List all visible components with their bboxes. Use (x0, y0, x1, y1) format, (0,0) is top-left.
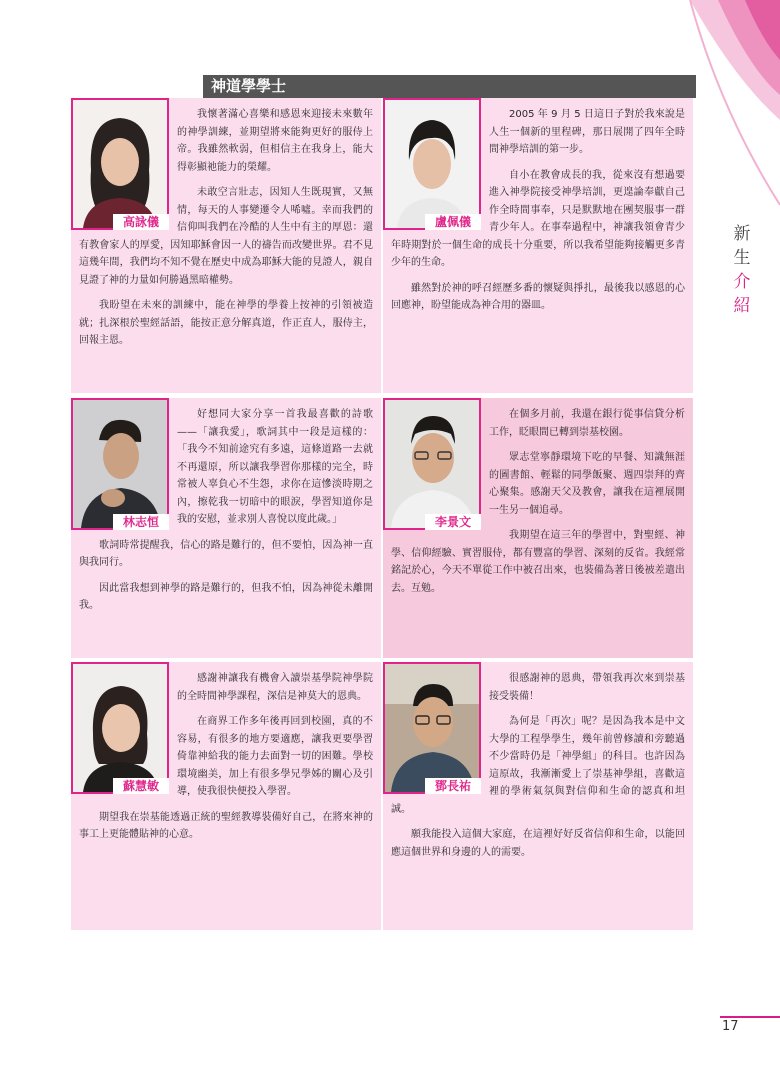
profile-paragraph: 因此當我想到神學的路是難行的，但我不怕，因為神從未離開我。 (79, 582, 373, 611)
profile-photo (71, 662, 169, 794)
profile-paragraph: 雖然對於神的呼召經歷多番的懷疑與掙扎，最後我以感恩的心回應神，盼望能成為神合用的器皿。 (391, 282, 685, 311)
side-title-char: 紹 (733, 296, 751, 316)
profile-paragraph: 感謝神讓我有機會入讀崇基學院神學院的全時間神學課程，深信是神莫大的恩典。 (177, 673, 373, 702)
profile-paragraph: 歌詞時常提醒我，信心的路是難行的，但不要怕，因為神一直與我同行。 (79, 539, 373, 568)
profile-photo (383, 98, 481, 230)
profile-name: 盧佩儀 (425, 214, 481, 230)
profile-photo (71, 98, 169, 230)
profile-paragraph: 很感謝神的恩典，帶領我再次來到崇基接受裝備！ (489, 673, 685, 702)
portrait-placeholder (385, 100, 479, 228)
portrait-placeholder (73, 400, 167, 528)
profile-name: 高詠儀 (113, 214, 169, 230)
portrait-placeholder (73, 664, 167, 792)
portrait-placeholder (385, 400, 479, 528)
section-banner (203, 75, 696, 98)
profile-paragraph: 未敢空言壯志，因知人生既現實，又無情，每天的人事變遷令人唏噓。幸而我們的信仰叫我們在冷酷的人生中有主的厚恩：還有教會家人的厚愛，因知耶穌會因一人的禱告而改變世界。君不見這幾年間，我們均不知不覺在歷史中成為耶穌大能的見證人，親自見證了神的力量如何勝過黑暗權勢。 (79, 187, 373, 286)
page-number: 17 (722, 1019, 739, 1034)
profile-card (383, 98, 693, 393)
profile-paragraph: 2005 年 9 月 5 日這日子對於我來說是人生一個新的里程碑，那日展開了四年全時間神學培訓的第一步。 (489, 109, 685, 155)
profile-paragraph: 自小在教會成長的我，從來沒有想過要進入神學院接受神學培訓，更遑論奉獻自己作全時間事奉，只是默默地在團契服事一群青少年人。在事奉過程中，神讓我領會青少年時期對於一個生命的成長十分重要，所以我希望能夠接觸更多青少年的生命。 (391, 169, 685, 268)
profile-photo (383, 662, 481, 794)
profile-card (383, 662, 693, 930)
profile-card (71, 662, 381, 930)
profile-name: 鄧長祐 (425, 778, 481, 794)
portrait-placeholder (73, 100, 167, 228)
profile-paragraph: 眾志堂寧靜環境下吃的早餐、知識無涯的圖書館、輕鬆的同學飯聚、週四崇拜的齊心聚集。感謝天父及教會，讓我在這裡展開一生另一個追尋。 (489, 452, 685, 516)
profile-card (71, 398, 381, 658)
profile-name: 蘇慧敏 (113, 778, 169, 794)
profile-paragraph: 在商界工作多年後再回到校園，真的不容易，有很多的地方要適應，讓我更要學習倚靠神給我的能力去面對一切的困難。學校環境幽美，加上有很多學兄學姊的關心及引導，使我很快便投入學習。 (177, 716, 373, 797)
profile-name: 林志恒 (113, 514, 169, 530)
profile-paragraph: 期望我在崇基能透過正統的聖經教導裝備好自己，在將來神的事工上更能體貼神的心意。 (79, 811, 373, 840)
portrait-placeholder (385, 664, 479, 792)
profile-photo (71, 398, 169, 530)
profile-paragraph: 我期望在這三年的學習中，對聖經、神學、信仰經驗、實習服侍，都有豐富的學習、深刻的反省。我經常銘記於心，今天不單從工作中被召出來，也裝備為著日後被差遣出去。互勉。 (391, 530, 685, 594)
profile-paragraph: 在個多月前，我還在銀行從事信貸分析工作，眨眼間已轉到崇基校園。 (489, 409, 685, 438)
side-title-char: 介 (733, 272, 751, 292)
profile-paragraph: 好想同大家分享一首我最喜歡的詩歌——「讓我愛」，歌詞其中一段是這樣的：「我今不知前途究有多遠，這條道路一去就不再還原，所以讓我學習你那樣的完全，時常被人辜負心不生怨，求你在這慘淡時期之內，擦乾我一切暗中的眼淚，學習知道你是我的安慰，並求別人喜悅以度此歲。」 (177, 409, 373, 525)
side-title-char: 生 (733, 248, 751, 268)
profile-paragraph: 願我能投入這個大家庭，在這裡好好反省信仰和生命，以能回應這個世界和身邊的人的需要。 (391, 829, 685, 858)
side-title-char: 新 (733, 224, 751, 244)
profile-card (71, 98, 381, 393)
side-title (728, 222, 756, 318)
profile-photo (383, 398, 481, 530)
section-title: 神道學學士 (211, 77, 287, 95)
profile-paragraph: 我懷著滿心喜樂和感恩來迎接未來數年的神學訓練，並期望將來能夠更好的服侍上帝。我雖然軟弱，但相信主在我身上，能大得彰顯祂能力的榮耀。 (177, 109, 373, 173)
page-number-rule (720, 1016, 780, 1018)
profile-name: 李景文 (425, 514, 481, 530)
profile-paragraph: 為何是「再次」呢？是因為我本是中文大學的工程學學生，幾年前曾修讀和旁聽過不少當時仍是「神學組」的科目。也許因為這原故，我漸漸愛上了崇基神學組，喜歡這裡的學術氣氛與對信仰和生命的認真和坦誠。 (391, 716, 685, 815)
profile-paragraph: 我盼望在未來的訓練中，能在神學的學養上按神的引領被造就；扎深根於聖經話語，能按正意分解真道，作正直人，服侍主，回報主恩。 (79, 300, 373, 346)
profile-card (383, 398, 693, 658)
